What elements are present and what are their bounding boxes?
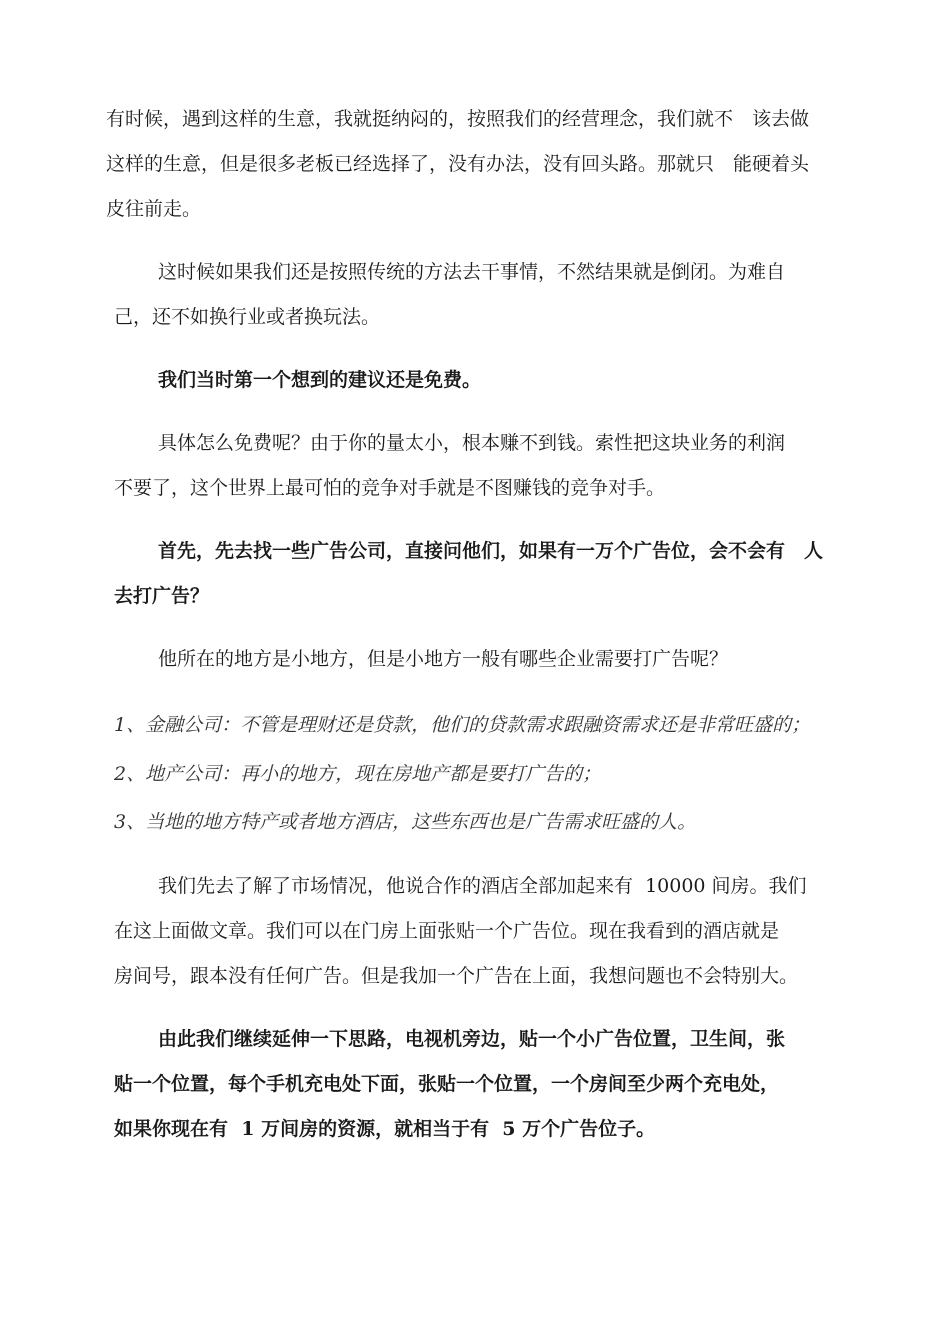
paragraph-line: 这时候如果我们还是按照传统的方法去干事情，不然结果就是倒闭。为难自 — [158, 261, 786, 283]
paragraph-line: 房间号，跟本没有任何广告。但是我加一个广告在上面，我想问题也不会特别大。 — [114, 965, 799, 987]
bold-paragraph-line: 我们当时第一个想到的建议还是免费。 — [158, 369, 482, 391]
paragraph-line: 在这上面做文章。我们可以在门房上面张贴一个广告位。现在我看到的酒店就是 — [114, 920, 780, 942]
list-item: 2、地产公司：再小的地方，现在房地产都是要打广告的； — [114, 763, 602, 785]
list-item: 1、金融公司：不管是理财还是贷款，他们的贷款需求跟融资需求还是非常旺盛的； — [114, 714, 811, 736]
bold-paragraph-line: 贴一个位置，每个手机充电处下面，张贴一个位置，一个房间至少两个充电处， — [114, 1073, 780, 1095]
bold-paragraph-line: 由此我们继续延伸一下思路，电视机旁边，贴一个小广告位置，卫生间，张 — [158, 1028, 786, 1050]
paragraph-line: 己，还不如换行业或者换玩法。 — [114, 306, 381, 328]
paragraph-line: 皮往前走。 — [106, 198, 202, 220]
paragraph-line: 具体怎么免费呢？由于你的量太小，根本赚不到钱。索性把这块业务的利润 — [158, 432, 786, 454]
paragraph-line: 这样的生意，但是很多老板已经选择了，没有办法，没有回头路。那就只 能硬着头 — [106, 153, 810, 175]
bold-paragraph-line: 去打广告？ — [114, 585, 210, 607]
paragraph-line: 他所在的地方是小地方，但是小地方一般有哪些企业需要打广告呢？ — [158, 648, 729, 670]
bold-paragraph-line: 如果你现在有 1 万间房的资源，就相当于有 5 万个广告位子。 — [114, 1118, 656, 1140]
paragraph-line: 我们先去了解了市场情况，他说合作的酒店全部加起来有 10000 间房。我们 — [158, 875, 807, 897]
paragraph-line: 不要了，这个世界上最可怕的竞争对手就是不图赚钱的竞争对手。 — [114, 477, 666, 499]
bold-paragraph-line: 首先，先去找一些广告公司，直接问他们，如果有一万个广告位，会不会有 人 — [158, 540, 824, 562]
paragraph-line: 有时候，遇到这样的生意，我就挺纳闷的，按照我们的经营理念，我们就不 该去做 — [106, 108, 810, 130]
list-item: 3、当地的地方特产或者地方酒店，这些东西也是广告需求旺盛的人。 — [114, 811, 697, 833]
